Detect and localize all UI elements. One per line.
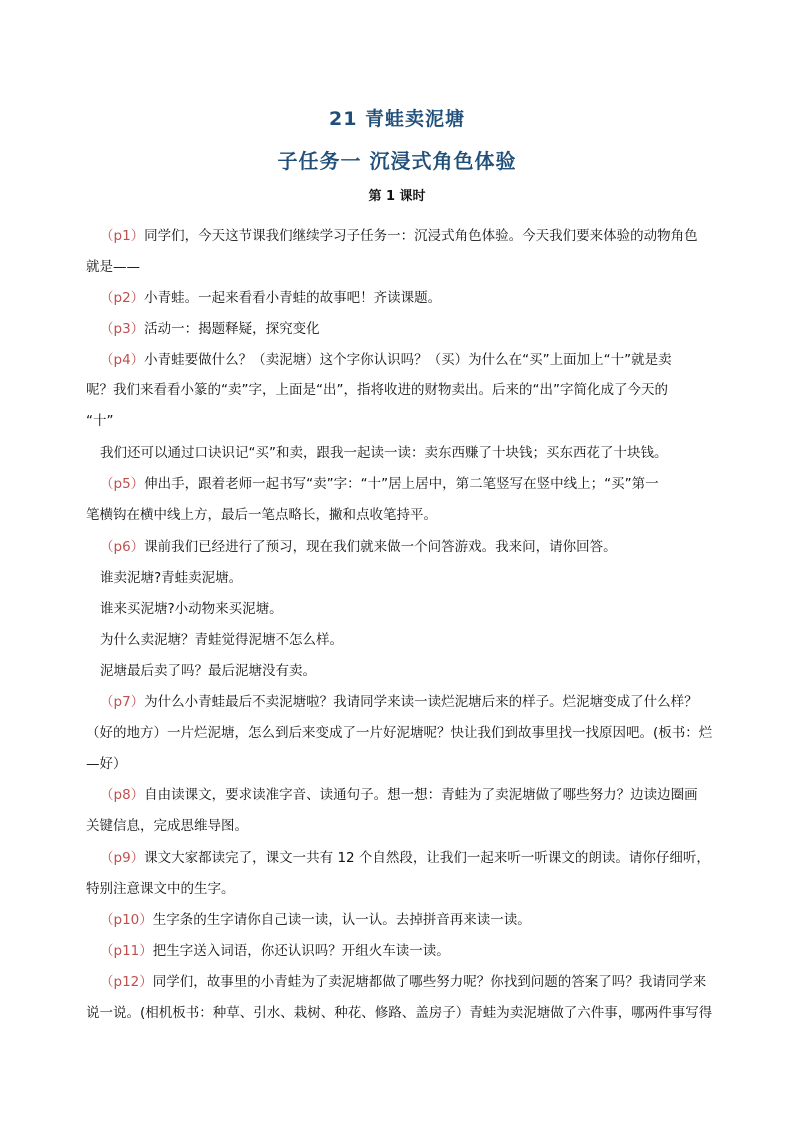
paragraph-text: 课文大家都读完了，课文一共有 12 个自然段，让我们一起来听一听课文的朗读。请你仔细听， — [144, 850, 710, 866]
paragraph-text: 关键信息，完成思维导图。 — [86, 818, 248, 834]
paragraph-text: 泥塘最后卖了吗？最后泥塘没有卖。 — [100, 663, 316, 679]
paragraph-line — [86, 380, 726, 400]
paragraph-line — [100, 288, 740, 308]
period-label: 第 1 课时 — [368, 189, 426, 204]
paragraph-text: 把生字送入词语，你还认识吗？开组火车读一读。 — [152, 943, 450, 959]
paragraph-text: 活动一：揭题释疑，探究变化 — [144, 321, 320, 337]
slide-tag: （p4） — [100, 352, 145, 368]
paragraph-text: 同学们，故事里的小青蛙为了卖泥塘都做了哪些努力呢？你找到问题的答案了吗？我请同学来 — [152, 974, 707, 990]
paragraph-line — [100, 972, 740, 992]
slide-tag: （p10） — [100, 912, 153, 928]
subtask-title: 子任务一 沉浸式角色体验 — [277, 149, 517, 173]
paragraph-text: 笔横钩在横中线上方，最后一笔点略长，撇和点收笔持平。 — [86, 507, 437, 523]
paragraph-text: 伸出手，跟着老师一起书写“卖”字：“十”居上居中，第二笔竖写在竖中线上；“买”第一 — [144, 476, 659, 492]
paragraph-text: 谁卖泥塘?青蛙卖泥塘。 — [100, 570, 243, 586]
paragraph-text: 同学们，今天这节课我们继续学习子任务一：沉浸式角色体验。今天我们要来体验的动物角色 — [144, 228, 698, 244]
paragraph-text: 谁来买泥塘?小动物来买泥塘。 — [100, 601, 283, 617]
paragraph-text: 小青蛙要做什么？（卖泥塘）这个字你认识吗？（买）为什么在“买”上面加上“十”就是卖 — [144, 352, 672, 368]
paragraph-line — [86, 505, 726, 525]
paragraph-line — [100, 692, 740, 712]
slide-tag: （p2） — [100, 290, 145, 306]
paragraph-line — [100, 319, 740, 339]
paragraph-line — [100, 785, 740, 805]
lesson-title: 21 青蛙卖泥塘 — [328, 108, 466, 130]
paragraph-line — [86, 723, 726, 743]
paragraph-text: 自由读课文，要求读准字音、读通句子。想一想：青蛙为了卖泥塘做了哪些努力？边读边圈画 — [144, 787, 698, 803]
paragraph-line — [86, 257, 726, 277]
paragraph-text: 小青蛙。一起来看看小青蛙的故事吧！齐读课题。 — [144, 290, 442, 306]
paragraph-text: 我们还可以通过口诀识记“买”和卖，跟我一起读一读：卖东西赚了十块钱；买东西花了十块钱。 — [100, 445, 668, 461]
paragraph-line — [100, 226, 740, 246]
paragraph-text: 呢？我们来看看小篆的“卖”字，上面是“出”，指将收进的财物卖出。后来的“出”字简化成了今天的 — [86, 382, 668, 398]
paragraph-line — [100, 474, 740, 494]
slide-tag: （p11） — [100, 943, 153, 959]
slide-tag: （p9） — [100, 850, 145, 866]
paragraph-line — [100, 630, 740, 650]
paragraph-text: “十” — [86, 413, 114, 429]
slide-tag: （p6） — [100, 539, 145, 555]
paragraph-text: 说一说。(相机板书：种草、引水、栽树、种花、修路、盖房子）青蛙为卖泥塘做了六件事，哪两件事写得 — [86, 1005, 713, 1021]
paragraph-text: —好） — [86, 756, 127, 772]
paragraph-line — [86, 879, 726, 899]
paragraph-text: 为什么卖泥塘？青蛙觉得泥塘不怎么样。 — [100, 632, 343, 648]
paragraph-line — [100, 661, 740, 681]
slide-tag: （p5） — [100, 476, 145, 492]
paragraph-line — [100, 910, 740, 930]
slide-tag: （p8） — [100, 787, 145, 803]
paragraph-text: 为什么小青蛙最后不卖泥塘啦？我请同学来读一读烂泥塘后来的样子。烂泥塘变成了什么样？ — [144, 694, 698, 710]
slide-tag: （p1） — [100, 228, 145, 244]
paragraph-text: 生字条的生字请你自己读一读，认一认。去掉拼音再来读一读。 — [152, 912, 531, 928]
paragraph-line — [100, 537, 740, 557]
paragraph-line — [100, 848, 740, 868]
paragraph-line — [86, 816, 726, 836]
slide-tag: （p12） — [100, 974, 153, 990]
paragraph-line — [100, 350, 740, 370]
paragraph-text: 课前我们已经进行了预习，现在我们就来做一个问答游戏。我来问，请你回答。 — [144, 539, 617, 555]
paragraph-text: 特别注意课文中的生字。 — [86, 881, 235, 897]
paragraph-line — [86, 1003, 726, 1023]
paragraph-line — [100, 443, 740, 463]
paragraph-line — [100, 599, 740, 619]
paragraph-line — [100, 568, 740, 588]
paragraph-text: （好的地方）一片烂泥塘，怎么到后来变成了一片好泥塘呢？快让我们到故事里找一找原因吧。(板书：烂 — [86, 725, 713, 741]
paragraph-line — [100, 941, 740, 961]
slide-tag: （p7） — [100, 694, 145, 710]
paragraph-line — [86, 411, 726, 431]
slide-tag: （p3） — [100, 321, 145, 337]
paragraph-text: 就是—— — [86, 259, 140, 275]
paragraph-line — [86, 754, 726, 774]
